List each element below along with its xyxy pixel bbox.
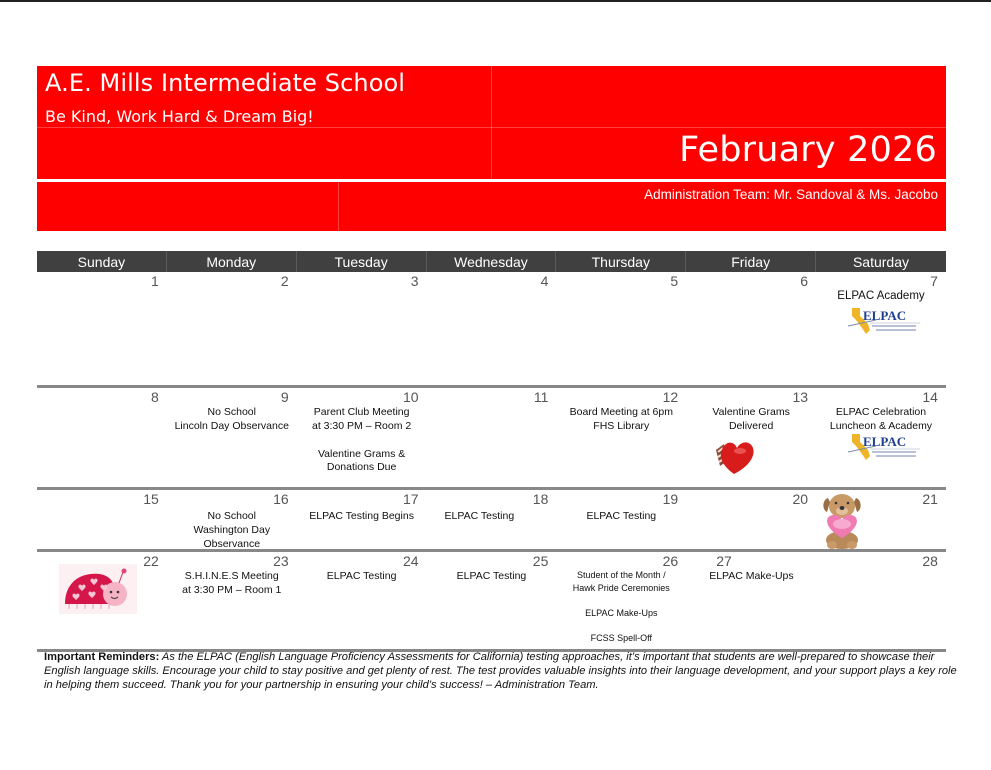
weekday-friday: Friday bbox=[686, 251, 816, 272]
day-number: 19 bbox=[662, 491, 679, 507]
important-reminders bbox=[44, 650, 959, 692]
day-cell bbox=[167, 388, 297, 487]
weekday-wednesday: Wednesday bbox=[427, 251, 557, 272]
event-text: ELPAC Testing bbox=[444, 510, 515, 522]
day-cell bbox=[556, 552, 686, 649]
event-text: Luncheon & Academy bbox=[829, 420, 933, 432]
day-number: 21 bbox=[922, 491, 938, 507]
day-number: 28 bbox=[922, 553, 938, 569]
event-text: Board Meeting at 6pm bbox=[569, 406, 673, 418]
month-title: February 2026 bbox=[679, 130, 937, 170]
day-cell bbox=[37, 272, 167, 385]
day-cell bbox=[427, 388, 557, 487]
event-text: No School bbox=[207, 510, 256, 522]
weekday-saturday: Saturday bbox=[852, 254, 909, 270]
window-top-border bbox=[0, 0, 991, 2]
day-cell bbox=[427, 490, 557, 549]
event-text: Washington Day bbox=[193, 524, 271, 536]
event-text: ELPAC Testing bbox=[326, 570, 397, 582]
day-number: 22 bbox=[143, 553, 159, 569]
calendar-grid bbox=[37, 251, 946, 652]
elpac-logo-icon bbox=[846, 306, 922, 336]
day-number: 25 bbox=[532, 553, 549, 569]
day-number: 15 bbox=[143, 491, 159, 507]
reminders-text: As the ELPAC (English Language Proficiency Assessments for California) testing approaches, it’s important that students are well-prepared to showcase their English language skills. Encourage your child to stay positive and get plenty of rest. The test provides valuable insights into their language development, and your support plays a key role in helping them succeed. Thank you for your partnership in ensuring your child’s success! – Administration Team. bbox=[44, 651, 957, 691]
day-cell bbox=[686, 552, 816, 649]
day-number: 10 bbox=[402, 389, 419, 405]
week-row bbox=[37, 272, 946, 388]
day-cell bbox=[686, 388, 816, 487]
event-text: ELPAC Make-Ups bbox=[585, 608, 658, 618]
day-number: 7 bbox=[930, 273, 938, 289]
event-text: at 3:30 PM – Room 2 bbox=[312, 420, 412, 432]
day-number: 2 bbox=[280, 273, 289, 289]
day-cell bbox=[686, 272, 816, 385]
event-text: Student of the Month / bbox=[577, 570, 666, 580]
puppy-heart-icon bbox=[820, 488, 864, 550]
banner-bottom bbox=[37, 182, 946, 231]
weekday-thursday: Thursday bbox=[556, 251, 686, 272]
day-number: 9 bbox=[280, 389, 289, 405]
day-number: 17 bbox=[402, 491, 419, 507]
day-number: 27 bbox=[716, 553, 732, 569]
day-cell bbox=[37, 388, 167, 487]
day-cell bbox=[37, 490, 167, 549]
week-row bbox=[37, 552, 946, 652]
event-text: Valentine Grams bbox=[712, 406, 790, 418]
event-text: FHS Library bbox=[593, 420, 650, 432]
event-text: Donations Due bbox=[326, 461, 397, 473]
week-row bbox=[37, 490, 946, 552]
day-number: 18 bbox=[532, 491, 549, 507]
event-text: ELPAC Testing bbox=[456, 570, 527, 582]
weekday-header bbox=[37, 251, 946, 272]
event-text: ELPAC Testing bbox=[586, 510, 657, 522]
day-number: 1 bbox=[151, 273, 159, 289]
school-motto: Be Kind, Work Hard & Dream Big! bbox=[45, 107, 314, 126]
day-cell bbox=[816, 388, 946, 487]
event-text: Valentine Grams & bbox=[317, 448, 406, 460]
event-text: Hawk Pride Ceremonies bbox=[572, 583, 670, 593]
day-number: 3 bbox=[410, 273, 419, 289]
event-text: ELPAC Celebration bbox=[835, 406, 927, 418]
day-cell bbox=[816, 272, 946, 385]
chocolate-heart-icon bbox=[710, 436, 758, 476]
svg-text:ELPAC: ELPAC bbox=[863, 434, 907, 449]
day-cell bbox=[167, 490, 297, 549]
day-cell bbox=[427, 272, 557, 385]
day-cell bbox=[297, 272, 427, 385]
day-cell bbox=[427, 552, 557, 649]
day-number: 5 bbox=[670, 273, 679, 289]
day-cell bbox=[556, 388, 686, 487]
day-number: 8 bbox=[151, 389, 159, 405]
day-number: 23 bbox=[273, 553, 289, 569]
day-number: 24 bbox=[402, 553, 419, 569]
event-text: ELPAC Academy bbox=[837, 290, 925, 302]
event-text: Delivered bbox=[728, 420, 774, 432]
event-text: Parent Club Meeting bbox=[313, 406, 410, 418]
day-cell bbox=[816, 552, 946, 649]
banner-top bbox=[37, 66, 946, 182]
event-text: S.H.I.N.E.S Meeting bbox=[184, 570, 279, 582]
day-number: 13 bbox=[792, 389, 809, 405]
divider bbox=[338, 182, 339, 231]
day-number: 20 bbox=[792, 491, 809, 507]
day-number: 14 bbox=[922, 389, 938, 405]
event-text: ELPAC Testing Begins bbox=[309, 510, 414, 522]
day-number: 11 bbox=[533, 389, 549, 405]
day-number: 16 bbox=[273, 491, 289, 507]
reminders-label: Important Reminders: bbox=[44, 651, 160, 663]
event-text: ELPAC Make-Ups bbox=[709, 570, 794, 582]
day-cell bbox=[167, 552, 297, 649]
day-cell bbox=[297, 388, 427, 487]
day-cell bbox=[556, 490, 686, 549]
event-text: FCSS Spell-Off bbox=[590, 633, 652, 643]
day-number: 12 bbox=[662, 389, 679, 405]
event-text: Lincoln Day Observance bbox=[174, 420, 289, 432]
weekday-monday: Monday bbox=[167, 251, 297, 272]
header-banner bbox=[37, 66, 946, 231]
day-cell bbox=[556, 272, 686, 385]
day-cell bbox=[686, 490, 816, 549]
event-text: No School bbox=[207, 406, 256, 418]
ladybug-icon bbox=[59, 564, 137, 614]
day-cell bbox=[167, 272, 297, 385]
elpac-logo-icon bbox=[846, 432, 922, 462]
school-name: A.E. Mills Intermediate School bbox=[45, 69, 406, 97]
day-number: 4 bbox=[540, 273, 549, 289]
day-number: 26 bbox=[662, 553, 679, 569]
admin-team: Administration Team: Mr. Sandoval & Ms. Jacobo bbox=[644, 187, 938, 202]
svg-text:ELPAC: ELPAC bbox=[863, 308, 907, 323]
weekday-sunday: Sunday bbox=[37, 251, 167, 272]
day-number: 6 bbox=[800, 273, 809, 289]
day-cell bbox=[37, 552, 167, 649]
event-text: Observance bbox=[203, 538, 261, 550]
event-text: at 3:30 PM – Room 1 bbox=[182, 584, 282, 596]
week-row bbox=[37, 388, 946, 490]
weekday-tuesday: Tuesday bbox=[297, 251, 427, 272]
day-cell bbox=[297, 552, 427, 649]
day-cell bbox=[297, 490, 427, 549]
divider bbox=[37, 127, 946, 128]
divider bbox=[491, 66, 492, 182]
